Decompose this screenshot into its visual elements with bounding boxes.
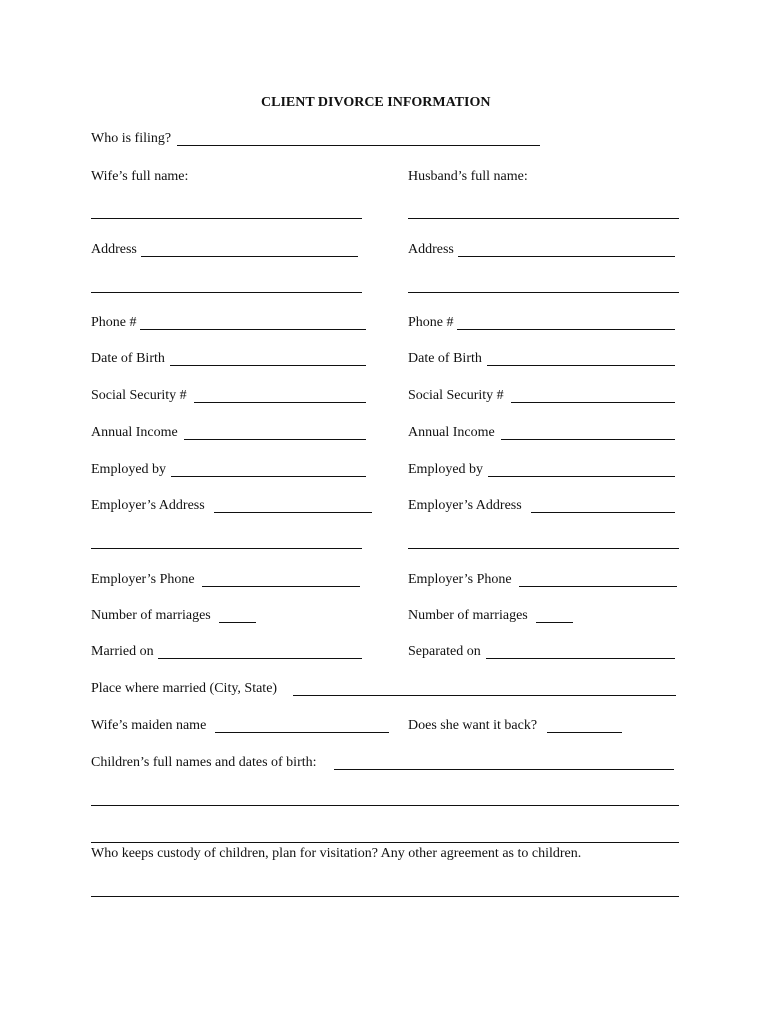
husband-ssn-label: Social Security # [408, 388, 504, 403]
married-on-label: Married on [91, 644, 154, 659]
husband-name-line[interactable] [408, 218, 679, 219]
wife-employer-label: Employed by [91, 462, 167, 477]
husband-employer-phone-label: Employer’s Phone [408, 572, 512, 587]
wife-address-label: Address [91, 242, 137, 257]
wife-employer-address-label: Employer’s Address [91, 498, 205, 513]
separated-on-label: Separated on [408, 644, 481, 659]
wife-phone-line[interactable] [140, 329, 366, 330]
wife-name-line[interactable] [91, 218, 362, 219]
husband-phone-label: Phone # [408, 315, 454, 330]
husband-dob-line[interactable] [487, 365, 675, 366]
wife-employer-line[interactable] [171, 476, 366, 477]
husband-employer-address-label: Employer’s Address [408, 498, 522, 513]
wife-dob-line[interactable] [170, 365, 366, 366]
married-on-line[interactable] [158, 658, 362, 659]
wife-name-label: Wife’s full name: [91, 169, 189, 184]
who-filing-label: Who is filing? [91, 131, 172, 146]
husband-dob-label: Date of Birth [408, 351, 482, 366]
wife-ssn-line[interactable] [194, 402, 366, 403]
maiden-name-label: Wife’s maiden name [91, 718, 207, 733]
children-label: Children’s full names and dates of birth: [91, 755, 317, 770]
husband-income-line[interactable] [501, 439, 675, 440]
custody-line[interactable] [91, 896, 679, 897]
husband-income-label: Annual Income [408, 425, 495, 440]
wife-marriages-label: Number of marriages [91, 608, 211, 623]
who-filing-line[interactable] [177, 145, 540, 146]
wife-employer-phone-line[interactable] [202, 586, 360, 587]
place-married-label: Place where married (City, State) [91, 681, 278, 696]
husband-employer-address-line[interactable] [531, 512, 675, 513]
children-line-2[interactable] [91, 805, 679, 806]
wife-marriages-line[interactable] [219, 622, 256, 623]
husband-name-label: Husband’s full name: [408, 169, 528, 184]
wife-employer-phone-label: Employer’s Phone [91, 572, 195, 587]
husband-address-label: Address [408, 242, 454, 257]
husband-address-line[interactable] [458, 256, 675, 257]
wife-address-line[interactable] [141, 256, 358, 257]
husband-address-line-2[interactable] [408, 292, 679, 293]
wife-employer-address-line-2[interactable] [91, 548, 362, 549]
wife-income-line[interactable] [184, 439, 366, 440]
wife-employer-address-line[interactable] [214, 512, 372, 513]
custody-label: Who keeps custody of children, plan for visitation? Any other agreement as to children. [91, 846, 582, 861]
husband-employer-address-line-2[interactable] [408, 548, 679, 549]
place-married-line[interactable] [293, 695, 676, 696]
husband-employer-label: Employed by [408, 462, 484, 477]
wife-phone-label: Phone # [91, 315, 137, 330]
husband-employer-phone-line[interactable] [519, 586, 677, 587]
husband-marriages-line[interactable] [536, 622, 573, 623]
husband-employer-line[interactable] [488, 476, 675, 477]
husband-phone-line[interactable] [457, 329, 675, 330]
husband-ssn-line[interactable] [511, 402, 675, 403]
wife-ssn-label: Social Security # [91, 388, 187, 403]
want-back-label: Does she want it back? [408, 718, 538, 733]
children-line-3[interactable] [91, 842, 679, 843]
separated-on-line[interactable] [486, 658, 675, 659]
wife-dob-label: Date of Birth [91, 351, 165, 366]
wife-address-line-2[interactable] [91, 292, 362, 293]
husband-marriages-label: Number of marriages [408, 608, 528, 623]
form-title: CLIENT DIVORCE INFORMATION [261, 95, 491, 110]
maiden-name-line[interactable] [215, 732, 389, 733]
children-line[interactable] [334, 769, 674, 770]
wife-income-label: Annual Income [91, 425, 178, 440]
want-back-line[interactable] [547, 732, 622, 733]
